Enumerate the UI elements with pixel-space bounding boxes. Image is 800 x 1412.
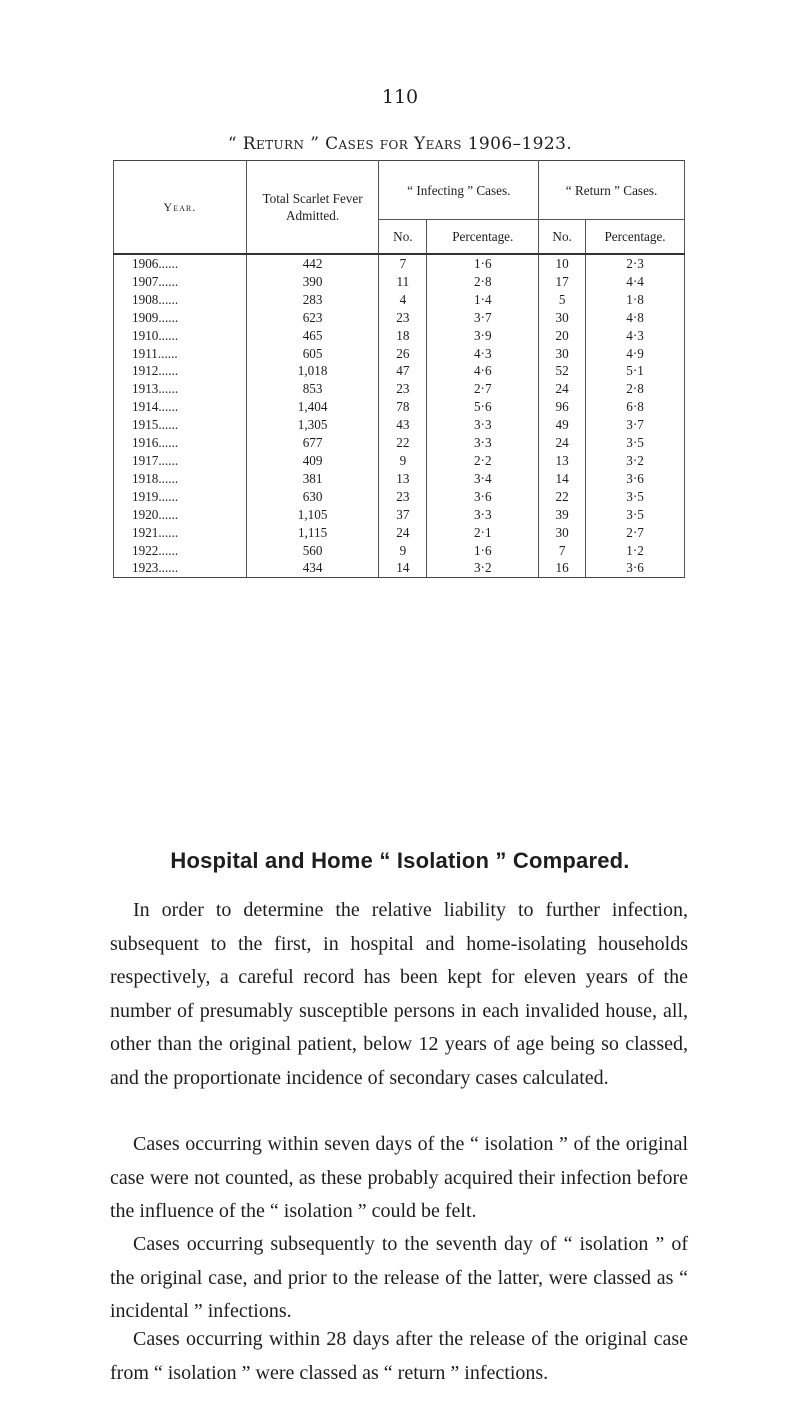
paragraph-liability: In order to determine the relative liability to further infection, subsequent to the first, in hospital and home-isolating households respectively, a careful record has been kept for eleven years of the number of presumably susceptible persons in each invalided house, all, other than the original patient, below 12 years of age being so classed, and the proportionate incidence of secondary cases calculated. <box>110 899 688 1089</box>
return-no-cell: 7 <box>539 542 586 560</box>
paragraph-return: Cases occurring within 28 days after the release of the original case from “ isolation ” were classed as “ return ” infections. <box>110 1328 688 1384</box>
infecting-no-cell: 9 <box>379 452 427 470</box>
table-row <box>114 434 685 452</box>
return-cases-table <box>113 160 685 578</box>
infecting-no-header: No. <box>379 220 427 255</box>
infecting-no-cell: 43 <box>379 416 427 434</box>
return-percentage-cell: 3·5 <box>586 434 685 452</box>
return-percentage-cell: 3·2 <box>586 452 685 470</box>
infecting-percentage-cell: 4·6 <box>427 362 539 380</box>
year-cell: 1906...... <box>114 254 247 273</box>
infecting-percentage-cell: 1·6 <box>427 542 539 560</box>
infecting-no-cell: 23 <box>379 309 427 327</box>
return-no-cell: 24 <box>539 434 586 452</box>
return-no-cell: 30 <box>539 524 586 542</box>
return-no-cell: 30 <box>539 345 586 363</box>
year-cell: 1913...... <box>114 380 247 398</box>
total-admitted-cell: 283 <box>246 291 379 309</box>
total-admitted-cell: 1,404 <box>246 398 379 416</box>
return-percentage-cell: 5·1 <box>586 362 685 380</box>
total-admitted-cell: 630 <box>246 488 379 506</box>
return-no-cell: 16 <box>539 559 586 577</box>
return-percentage-cell: 6·8 <box>586 398 685 416</box>
return-percentage-cell: 3·6 <box>586 470 685 488</box>
infecting-no-cell: 37 <box>379 506 427 524</box>
infecting-percentage-cell: 2·2 <box>427 452 539 470</box>
total-admitted-cell: 623 <box>246 309 379 327</box>
return-percentage-cell: 4·9 <box>586 345 685 363</box>
return-no-cell: 39 <box>539 506 586 524</box>
infecting-percentage-cell: 3·4 <box>427 470 539 488</box>
infecting-percentage-cell: 2·7 <box>427 380 539 398</box>
total-admitted-cell: 605 <box>246 345 379 363</box>
return-no-cell: 13 <box>539 452 586 470</box>
infecting-no-cell: 47 <box>379 362 427 380</box>
return-no-cell: 10 <box>539 254 586 273</box>
table-row <box>114 506 685 524</box>
infecting-percentage-cell: 5·6 <box>427 398 539 416</box>
table-row <box>114 309 685 327</box>
year-column-header: Year. <box>114 161 247 255</box>
infecting-no-cell: 23 <box>379 380 427 398</box>
year-cell: 1918...... <box>114 470 247 488</box>
total-admitted-cell: 1,018 <box>246 362 379 380</box>
infecting-percentage-cell: 4·3 <box>427 345 539 363</box>
return-no-cell: 14 <box>539 470 586 488</box>
infecting-no-cell: 9 <box>379 542 427 560</box>
year-cell: 1909...... <box>114 309 247 327</box>
infecting-percentage-cell: 1·6 <box>427 254 539 273</box>
infecting-no-cell: 23 <box>379 488 427 506</box>
return-no-cell: 22 <box>539 488 586 506</box>
infecting-no-cell: 4 <box>379 291 427 309</box>
year-cell: 1910...... <box>114 327 247 345</box>
year-cell: 1919...... <box>114 488 247 506</box>
return-percentage-cell: 3·7 <box>586 416 685 434</box>
table-row <box>114 380 685 398</box>
paragraph-incidental: Cases occurring subsequently to the seventh day of “ isolation ” of the original case, and prior to the release of the latter, were classed as “ incidental ” infections. <box>110 1233 688 1322</box>
total-admitted-cell: 560 <box>246 542 379 560</box>
infecting-percentage-cell: 3·9 <box>427 327 539 345</box>
table-row <box>114 398 685 416</box>
total-admitted-cell: 465 <box>246 327 379 345</box>
infecting-percentage-cell: 3·2 <box>427 559 539 577</box>
return-no-cell: 96 <box>539 398 586 416</box>
infecting-percentage-cell: 2·8 <box>427 273 539 291</box>
infecting-percentage-cell: 3·6 <box>427 488 539 506</box>
total-admitted-cell: 1,305 <box>246 416 379 434</box>
year-cell: 1911...... <box>114 345 247 363</box>
year-cell: 1920...... <box>114 506 247 524</box>
infecting-percentage-cell: 3·3 <box>427 434 539 452</box>
table-row <box>114 524 685 542</box>
year-cell: 1923...... <box>114 559 247 577</box>
section-heading: Hospital and Home “ Isolation ” Compared. <box>170 848 630 873</box>
return-no-cell: 24 <box>539 380 586 398</box>
return-percentage-cell: 2·7 <box>586 524 685 542</box>
return-no-cell: 5 <box>539 291 586 309</box>
total-admitted-cell: 434 <box>246 559 379 577</box>
table-row <box>114 542 685 560</box>
infecting-percentage-cell: 3·3 <box>427 416 539 434</box>
infecting-cases-header: “ Infecting ” Cases. <box>379 161 539 220</box>
return-percentage-cell: 1·2 <box>586 542 685 560</box>
table-row <box>114 488 685 506</box>
paragraph-seven-days: Cases occurring within seven days of the “ isolation ” of the original case were not counted, as these probably acquired their infection before the influence of the “ isolation ” could be felt. <box>110 1133 688 1222</box>
year-cell: 1921...... <box>114 524 247 542</box>
table-row <box>114 345 685 363</box>
year-cell: 1912...... <box>114 362 247 380</box>
page-number: 110 <box>381 86 419 108</box>
year-cell: 1908...... <box>114 291 247 309</box>
table-row <box>114 362 685 380</box>
return-no-cell: 17 <box>539 273 586 291</box>
total-admitted-cell: 409 <box>246 452 379 470</box>
infecting-no-cell: 14 <box>379 559 427 577</box>
table-row <box>114 470 685 488</box>
year-cell: 1907...... <box>114 273 247 291</box>
table-row <box>114 327 685 345</box>
total-admitted-cell: 853 <box>246 380 379 398</box>
return-no-cell: 49 <box>539 416 586 434</box>
return-percentage-cell: 2·3 <box>586 254 685 273</box>
return-percentage-cell: 4·3 <box>586 327 685 345</box>
return-percentage-cell: 3·5 <box>586 488 685 506</box>
infecting-no-cell: 13 <box>379 470 427 488</box>
return-percentage-cell: 3·6 <box>586 559 685 577</box>
table-row <box>114 273 685 291</box>
total-admitted-cell: 381 <box>246 470 379 488</box>
return-percentage-cell: 1·8 <box>586 291 685 309</box>
return-percentage-cell: 4·8 <box>586 309 685 327</box>
infecting-percentage-cell: 1·4 <box>427 291 539 309</box>
return-percentage-cell: 2·8 <box>586 380 685 398</box>
year-cell: 1915...... <box>114 416 247 434</box>
return-percentage-header: Percentage. <box>586 220 685 255</box>
infecting-no-cell: 22 <box>379 434 427 452</box>
total-admitted-column-header: Total Scarlet Fever Admitted. <box>246 161 379 255</box>
table-row <box>114 559 685 577</box>
year-cell: 1917...... <box>114 452 247 470</box>
return-cases-header: “ Return ” Cases. <box>539 161 685 220</box>
table-body <box>114 254 685 578</box>
year-cell: 1914...... <box>114 398 247 416</box>
total-admitted-cell: 442 <box>246 254 379 273</box>
table-row <box>114 452 685 470</box>
infecting-no-cell: 24 <box>379 524 427 542</box>
return-no-header: No. <box>539 220 586 255</box>
infecting-no-cell: 11 <box>379 273 427 291</box>
year-cell: 1922...... <box>114 542 247 560</box>
return-no-cell: 30 <box>539 309 586 327</box>
total-admitted-cell: 1,115 <box>246 524 379 542</box>
infecting-no-cell: 78 <box>379 398 427 416</box>
infecting-no-cell: 7 <box>379 254 427 273</box>
total-admitted-cell: 1,105 <box>246 506 379 524</box>
table-row <box>114 416 685 434</box>
return-no-cell: 52 <box>539 362 586 380</box>
total-admitted-cell: 390 <box>246 273 379 291</box>
infecting-no-cell: 26 <box>379 345 427 363</box>
infecting-percentage-cell: 3·7 <box>427 309 539 327</box>
return-percentage-cell: 4·4 <box>586 273 685 291</box>
return-no-cell: 20 <box>539 327 586 345</box>
infecting-percentage-cell: 2·1 <box>427 524 539 542</box>
table-row <box>114 291 685 309</box>
table-title: “ Return ” Cases for Years 1906–1923. <box>227 134 573 154</box>
infecting-no-cell: 18 <box>379 327 427 345</box>
year-cell: 1916...... <box>114 434 247 452</box>
total-admitted-cell: 677 <box>246 434 379 452</box>
infecting-percentage-cell: 3·3 <box>427 506 539 524</box>
infecting-percentage-header: Percentage. <box>427 220 539 255</box>
table-row <box>114 254 685 273</box>
return-percentage-cell: 3·5 <box>586 506 685 524</box>
